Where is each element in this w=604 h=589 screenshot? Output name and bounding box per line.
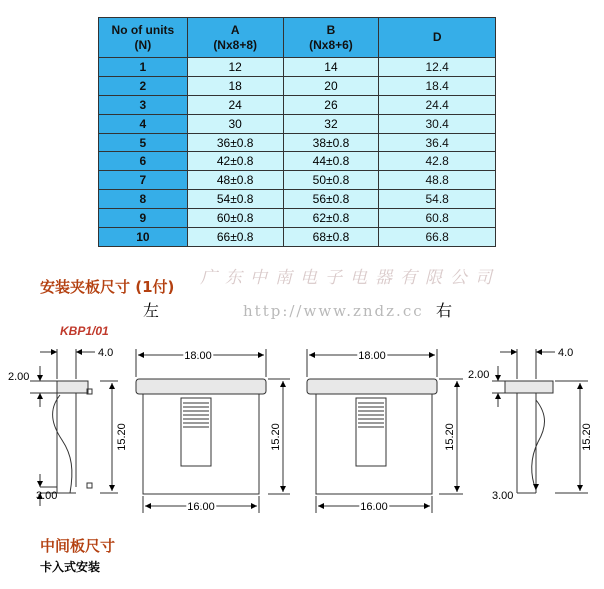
- dim-3-left: 3.00: [36, 490, 58, 502]
- a-cell: 48±0.8: [187, 171, 283, 190]
- b-cell: 68±0.8: [283, 228, 379, 247]
- table-row: [99, 58, 496, 77]
- d-cell: 66.8: [379, 228, 496, 247]
- d-cell: 48.8: [379, 171, 496, 190]
- units-cell: 5: [99, 133, 188, 152]
- units-cell: 7: [99, 171, 188, 190]
- dim-15-right-front: 15.20: [444, 423, 456, 451]
- header-d: D: [379, 18, 496, 58]
- d-cell: 30.4: [379, 114, 496, 133]
- table-row: [99, 228, 496, 247]
- dim-4-left: 4.0: [98, 347, 114, 359]
- dim-3-right: 3.00: [492, 490, 514, 502]
- dimension-table: [98, 17, 496, 247]
- d-cell: 60.8: [379, 209, 496, 228]
- b-cell: 62±0.8: [283, 209, 379, 228]
- a-cell: 66±0.8: [187, 228, 283, 247]
- units-cell: 10: [99, 228, 188, 247]
- units-cell: 4: [99, 114, 188, 133]
- dim-15-right: 15.20: [581, 423, 593, 451]
- d-cell: 18.4: [379, 76, 496, 95]
- units-cell: 8: [99, 190, 188, 209]
- units-cell: 9: [99, 209, 188, 228]
- model-number: KBP1/01: [60, 324, 109, 338]
- clamp-plate-dimensions-title: 安装夹板尺寸 (1付): [40, 278, 175, 296]
- dim-18-right: 18.00: [358, 350, 386, 362]
- units-cell: 2: [99, 76, 188, 95]
- header-units: No of units (N): [99, 18, 188, 58]
- table-row: [99, 114, 496, 133]
- left-front-view: [136, 349, 290, 513]
- d-cell: 42.8: [379, 152, 496, 171]
- units-cell: 6: [99, 152, 188, 171]
- b-cell: 26: [283, 95, 379, 114]
- b-cell: 38±0.8: [283, 133, 379, 152]
- dim-2-right: 2.00: [468, 369, 490, 381]
- technical-drawing: [0, 330, 604, 530]
- left-side-view: [30, 349, 118, 506]
- units-cell: 3: [99, 95, 188, 114]
- a-cell: 54±0.8: [187, 190, 283, 209]
- table-row: [99, 133, 496, 152]
- header-a: A (Nx8+8): [187, 18, 283, 58]
- d-cell: 36.4: [379, 133, 496, 152]
- install-note: 卡入式安装: [40, 560, 101, 574]
- right-side-view: [492, 349, 588, 493]
- watermark-url: http://www.zndz.cc: [243, 302, 424, 320]
- a-cell: 36±0.8: [187, 133, 283, 152]
- table-row: [99, 190, 496, 209]
- b-cell: 14: [283, 58, 379, 77]
- a-cell: 30: [187, 114, 283, 133]
- middle-plate-dimensions-title: 中间板尺寸: [40, 537, 116, 555]
- dim-2-left: 2.00: [8, 371, 30, 383]
- right-label: 右: [436, 301, 453, 320]
- d-cell: 12.4: [379, 58, 496, 77]
- a-cell: 24: [187, 95, 283, 114]
- b-cell: 44±0.8: [283, 152, 379, 171]
- a-cell: 12: [187, 58, 283, 77]
- dim-16-right: 16.00: [360, 501, 388, 513]
- table-header-row: [99, 18, 496, 58]
- dim-4-right: 4.0: [558, 347, 574, 359]
- d-cell: 24.4: [379, 95, 496, 114]
- units-cell: 1: [99, 58, 188, 77]
- dim-18-left: 18.00: [184, 350, 212, 362]
- b-cell: 50±0.8: [283, 171, 379, 190]
- watermark-company: 广东中南电子电器有限公司: [200, 268, 500, 288]
- a-cell: 18: [187, 76, 283, 95]
- header-b: B (Nx8+6): [283, 18, 379, 58]
- table-row: [99, 76, 496, 95]
- table-row: [99, 95, 496, 114]
- table-row: [99, 152, 496, 171]
- a-cell: 60±0.8: [187, 209, 283, 228]
- dim-15-left-front: 15.20: [270, 423, 282, 451]
- table-row: [99, 171, 496, 190]
- b-cell: 20: [283, 76, 379, 95]
- b-cell: 32: [283, 114, 379, 133]
- right-front-view: [307, 349, 463, 513]
- d-cell: 54.8: [379, 190, 496, 209]
- a-cell: 42±0.8: [187, 152, 283, 171]
- left-label: 左: [143, 301, 160, 320]
- dim-15-left: 15.20: [116, 423, 128, 451]
- dim-16-left: 16.00: [187, 501, 215, 513]
- b-cell: 56±0.8: [283, 190, 379, 209]
- table-row: [99, 209, 496, 228]
